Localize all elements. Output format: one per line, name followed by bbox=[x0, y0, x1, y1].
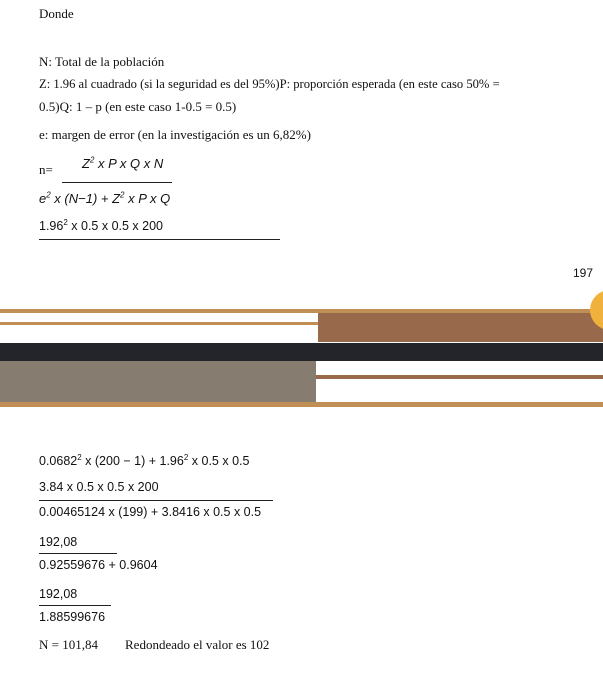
result-value: N = 101,84 bbox=[39, 637, 98, 652]
donde-label: Donde bbox=[39, 6, 74, 21]
band-gold-bottom bbox=[0, 402, 603, 407]
calc-denominator-1: 0.0682$^2$ x $(200 - 1) + 1.96^2$ x 0.5 x 0.5 bbox=[39, 452, 250, 468]
calc-denominator-3: 0.92559676 + 0.9604 bbox=[39, 558, 158, 572]
band-dark bbox=[0, 343, 603, 361]
calc-fraction-bar-1 bbox=[39, 239, 280, 240]
definition-z-line-1: Z: 1.96 al cuadrado (si la seguridad es del 95%)P: proporción esperada (en este caso 50% = bbox=[39, 77, 500, 91]
band-brown-line bbox=[316, 375, 603, 379]
definition-n: N: Total de la población bbox=[39, 54, 165, 69]
n-equals: n= bbox=[39, 162, 53, 177]
calc-denominator-2: 0.00465124 x (199) + 3.8416 x 0.5 x 0.5 bbox=[39, 505, 262, 519]
calc-numerator-1: 1.96$^2$ x 0.5 x 0.5 x 200 bbox=[39, 217, 163, 233]
calc-fraction-bar-4 bbox=[39, 605, 111, 606]
definition-e: e: margen de error (en la investigación es un 6,82%) bbox=[39, 127, 311, 142]
band-gold-mid bbox=[0, 322, 318, 325]
formula-fraction-bar bbox=[62, 182, 172, 183]
calc-fraction-bar-3 bbox=[39, 553, 117, 554]
calc-numerator-3: 192,08 bbox=[39, 535, 78, 549]
formula-numerator: $Z^2$ x P x Q x N bbox=[82, 155, 164, 171]
band-gray-block bbox=[0, 361, 316, 402]
calc-denominator-4: 1.88599676 bbox=[39, 610, 106, 624]
formula-denominator: $e^2$ x $(N-1) + Z^2$ x P x Q bbox=[39, 190, 171, 206]
definition-z-line-2: 0.5)Q: 1 – p (en este caso 1-0.5 = 0.5) bbox=[39, 99, 237, 114]
calc-numerator-4: 192,08 bbox=[39, 587, 78, 601]
band-brown-block bbox=[318, 313, 603, 342]
calc-numerator-2: 3.84 x 0.5 x 0.5 x 200 bbox=[39, 480, 159, 494]
rounded-note: Redondeado el valor es 102 bbox=[125, 637, 270, 652]
page-number: 197 bbox=[573, 266, 594, 280]
calc-fraction-bar-2 bbox=[39, 500, 273, 501]
